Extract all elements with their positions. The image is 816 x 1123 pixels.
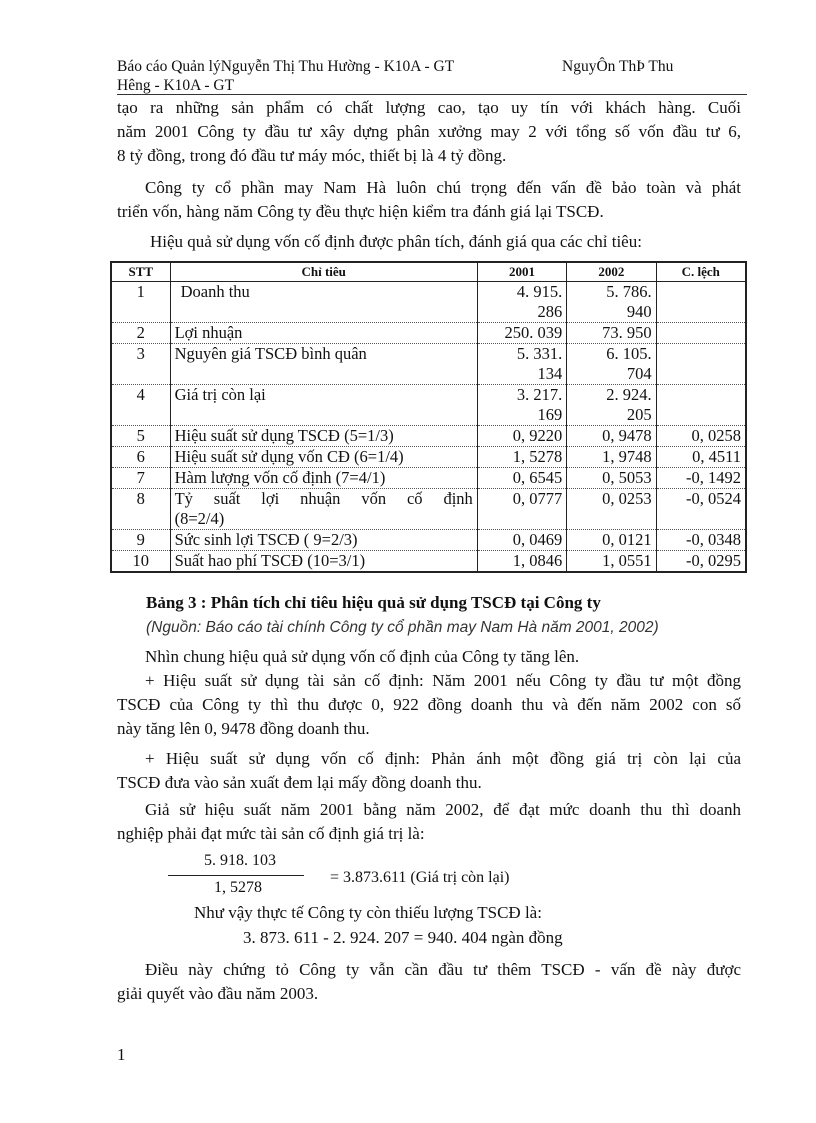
body-paragraph-7: Giả sử hiệu suất năm 2001 bằng năm 2002, để đạt mức doanh thu thì doanh nghiệp phải đạt mức tài sản cố định giá trị là: [117, 800, 741, 843]
col-indicator: Chỉ tiêu [170, 262, 477, 282]
col-difference: C. lệch [656, 262, 746, 282]
table-row: 4 Giá trị còn lại 3. 217. 169 2. 924. 205 [111, 385, 746, 426]
fraction-denominator: 1, 5278 [214, 879, 262, 896]
fraction-result: = 3.873.611 (Giá trị còn lại) [330, 869, 510, 886]
table-row: 2 Lợi nhuận 250. 039 73. 950 [111, 323, 746, 344]
col-stt: STT [111, 262, 170, 282]
page-number: 1 [117, 1045, 126, 1064]
table-row: 5 Hiệu suất sử dụng TSCĐ (5=1/3) 0, 9220 0, 9478 0, 0258 [111, 426, 746, 447]
table-header-row [111, 262, 746, 282]
table-row: 1 Doanh thu 4. 915. 286 5. 786. 940 [111, 282, 746, 323]
col-2002: 2002 [567, 262, 656, 282]
body-paragraph-5: + Hiệu suất sử dụng tài sản cố định: Năm 2001 nếu Công ty đầu tư một đồng TSCĐ của Công ty thì thu được 0, 922 đồng doanh thu và đến năm 2002 con số này tăng lên 0, 9478 đồng doanh thu. [117, 671, 741, 738]
col-2001: 2001 [477, 262, 566, 282]
table-row: 7 Hàm lượng vốn cố định (7=4/1) 0, 6545 0, 5053 -0, 1492 [111, 468, 746, 489]
table-source: (Nguồn: Báo cáo tài chính Công ty cổ phần may Nam Hà năm 2001, 2002) [146, 619, 659, 636]
fraction-numerator: 5. 918. 103 [204, 852, 276, 869]
header-rule [117, 94, 747, 95]
header-right: NguyÔn ThÞ Thu [562, 58, 674, 75]
body-calculation: 3. 873. 611 - 2. 924. 207 = 940. 404 ngàn đồng [243, 928, 563, 947]
body-paragraph-8: Như vậy thực tế Công ty còn thiếu lượng TSCĐ là: [194, 903, 542, 922]
intro-paragraph-3: Hiệu quả sử dụng vốn cố định được phân tích, đánh giá qua các chỉ tiêu: [150, 232, 642, 251]
intro-paragraph-2: Công ty cổ phần may Nam Hà luôn chú trọng đến vấn đề bảo toàn và phát triển vốn, hàng năm Công ty đều thực hiện kiểm tra đánh giá lại TSCĐ. [117, 178, 741, 221]
fixed-asset-efficiency-table [110, 261, 747, 573]
table-row: 3 Nguyên giá TSCĐ bình quân 5. 331. 134 6. 105. 704 [111, 344, 746, 385]
table-row: 9 Sức sinh lợi TSCĐ ( 9=2/3) 0, 0469 0, 0121 -0, 0348 [111, 530, 746, 551]
table-row: 8 Tỷ suất lợi nhuận vốn cố định (8=2/4) 0, 0777 0, 0253 -0, 0524 [111, 489, 746, 530]
intro-paragraph-1: tạo ra những sản phẩm có chất lượng cao, tạo uy tín với khách hàng. Cuối năm 2001 Công ty đầu tư xây dựng phân xưởng may 2 với tổng số vốn đầu tư 6, 8 tỷ đồng, trong đó đầu tư máy móc, thiết bị là 4 tỷ đồng. [117, 98, 741, 165]
body-paragraph-6: + Hiệu suất sử dụng vốn cố định: Phản ánh một đồng giá trị còn lại của TSCĐ đưa vào sản xuất đem lại mấy đồng doanh thu. [117, 749, 741, 792]
body-paragraph-4: Nhìn chung hiệu quả sử dụng vốn cố định của Công ty tăng lên. [145, 647, 580, 666]
header-left: Báo cáo Quản lýNguyễn Thị Thu Hường - K10A - GT [117, 58, 455, 75]
header-line2: Hêng - K10A - GT [117, 77, 235, 94]
fraction-bar [168, 875, 304, 876]
table-row: 6 Hiệu suất sử dụng vốn CĐ (6=1/4) 1, 5278 1, 9748 0, 4511 [111, 447, 746, 468]
page-header [117, 57, 747, 95]
table-caption: Bảng 3 : Phân tích chỉ tiêu hiệu quả sử dụng TSCĐ tại Công ty [146, 593, 601, 612]
table-row: 10 Suất hao phí TSCĐ (10=3/1) 1, 0846 1, 0551 -0, 0295 [111, 551, 746, 573]
body-paragraph-10: Điều này chứng tỏ Công ty vẫn cần đầu tư thêm TSCĐ - vấn đề này được giải quyết vào đầu năm 2003. [117, 960, 741, 1003]
